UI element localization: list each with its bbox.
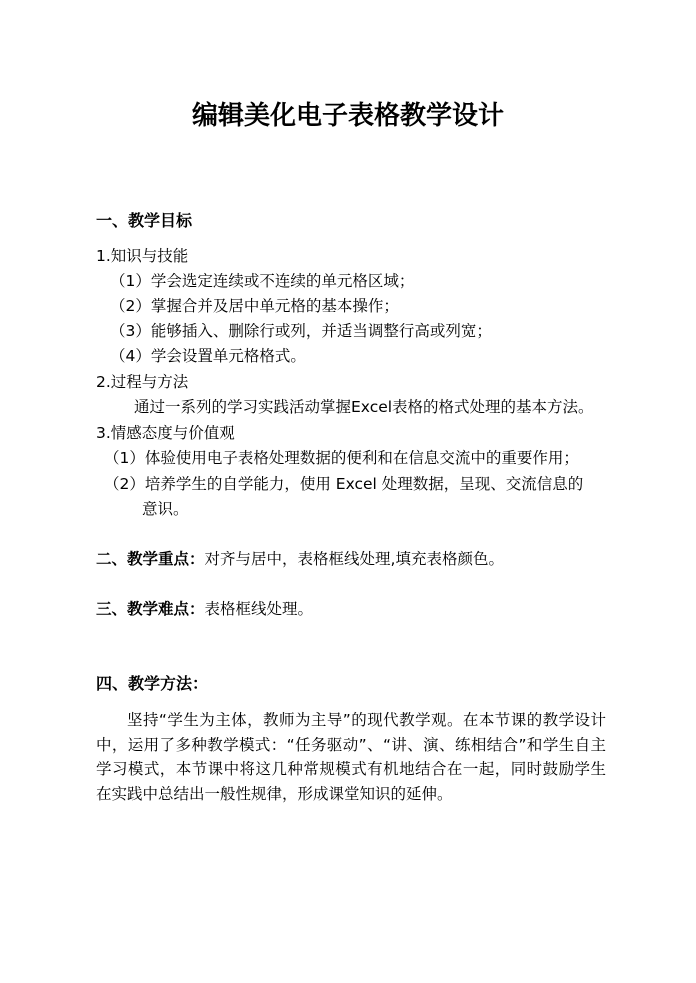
sub2-label: 2.过程与方法 — [96, 373, 189, 391]
section2-text: 对齐与居中，表格框线处理,填充表格颜色。 — [204, 550, 504, 568]
sub1-item-3: （3）能够插入、删除行或列，并适当调整行高或列宽； — [110, 322, 492, 340]
sub3-label: 3.情感态度与价值观 — [96, 424, 235, 442]
section4-paragraph: 坚持“学生为主体，教师为主导”的现代教学观。在本节课的教学设计中，运用了多种教学模式：“任务驱动”、“讲、演、练相结合”和学生自主学习模式，本节课中将这几种常规模式有机地结合在一起，同时鼓励学生在实践中总结出一般性规律，形成课堂知识的延伸。 — [96, 711, 606, 803]
sub1-label: 1.知识与技能 — [96, 247, 189, 265]
section3-line — [96, 599, 313, 619]
section1-heading: 一、教学目标 — [96, 211, 193, 230]
document-title: 编辑美化电子表格教学设计 — [191, 101, 504, 131]
sub1-item-4: （4）学会设置单元格格式。 — [110, 347, 306, 365]
sub2-text: 通过一系列的学习实践活动掌握Excel表格的格式处理的基本方法。 — [134, 398, 594, 416]
sub3-item-1: （1）体验使用电子表格处理数据的便利和在信息交流中的重要作用； — [104, 449, 579, 467]
section4-heading: 四、教学方法： — [96, 674, 209, 693]
sub3-item-2-continued: 意识。 — [142, 500, 189, 518]
section3-heading: 三、教学难点： — [96, 600, 205, 618]
sub3-item-2: （2）培养学生的自学能力，使用 Excel 处理数据，呈现、交流信息的 — [104, 475, 584, 493]
section2-heading: 二、教学重点： — [96, 550, 205, 568]
section2-line — [96, 549, 504, 569]
section3-text: 表格框线处理。 — [204, 600, 314, 618]
sub1-item-2: （2）掌握合并及居中单元格的基本操作； — [110, 297, 399, 315]
sub1-item-1: （1）学会选定连续或不连续的单元格区域； — [110, 272, 415, 290]
